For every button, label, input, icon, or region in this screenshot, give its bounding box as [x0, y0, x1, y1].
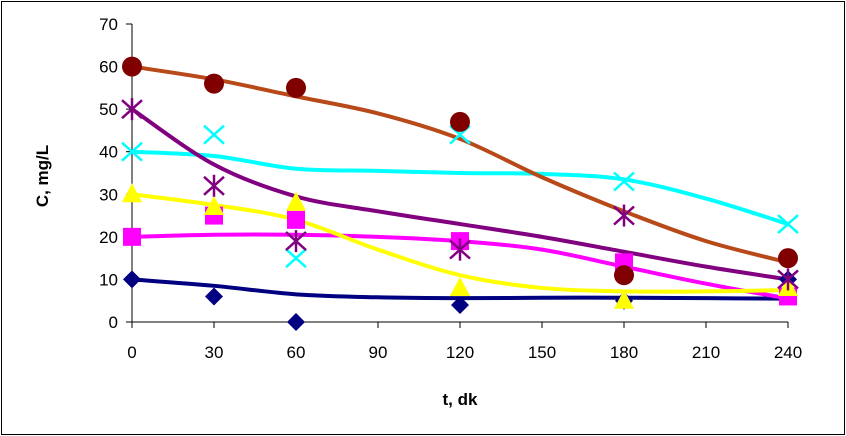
x-tick-label: 180 — [609, 343, 639, 362]
x-axis-title: t, dk — [442, 390, 478, 409]
chart-canvas — [2, 2, 844, 434]
x-tick-label: 120 — [445, 343, 475, 362]
x-tick-label: 90 — [368, 343, 388, 362]
y-tick-label: 70 — [99, 15, 118, 34]
y-tick-label: 0 — [108, 313, 118, 332]
circle-marker — [450, 112, 470, 132]
diamond-marker — [287, 313, 305, 331]
diamond-marker — [123, 270, 141, 288]
axes — [99, 15, 802, 362]
y-tick-label: 20 — [99, 227, 118, 247]
trendlines — [132, 67, 788, 299]
y-tick-label: 40 — [99, 142, 118, 162]
diamond-marker — [205, 287, 223, 305]
chart-frame — [1, 1, 845, 435]
trendline-series-4 — [132, 152, 788, 224]
asterisk-marker — [122, 98, 142, 120]
x-tick-label: 240 — [773, 343, 803, 362]
y-tick-label: 50 — [99, 100, 118, 120]
y-tick-label: 60 — [99, 57, 118, 77]
circle-marker — [122, 57, 142, 77]
asterisk-marker — [286, 230, 306, 252]
square-marker — [123, 228, 141, 246]
x-marker — [778, 215, 798, 233]
circle-marker — [286, 78, 306, 98]
square-marker — [287, 211, 305, 229]
y-axis-title: C, mg/L — [33, 144, 52, 208]
triangle-marker — [450, 277, 470, 296]
asterisk-marker — [204, 175, 224, 197]
circle-marker — [204, 74, 224, 94]
triangle-marker — [122, 183, 142, 202]
circle-marker — [778, 248, 798, 268]
x-tick-label: 60 — [286, 343, 306, 362]
x-tick-label: 210 — [691, 343, 721, 362]
x-tick-label: 30 — [204, 343, 224, 362]
x-tick-label: 0 — [127, 343, 137, 362]
circle-marker — [614, 265, 634, 285]
x-marker — [204, 126, 224, 144]
y-tick-label: 30 — [99, 185, 118, 205]
x-tick-label: 150 — [527, 343, 557, 362]
y-tick-label: 10 — [99, 270, 118, 290]
